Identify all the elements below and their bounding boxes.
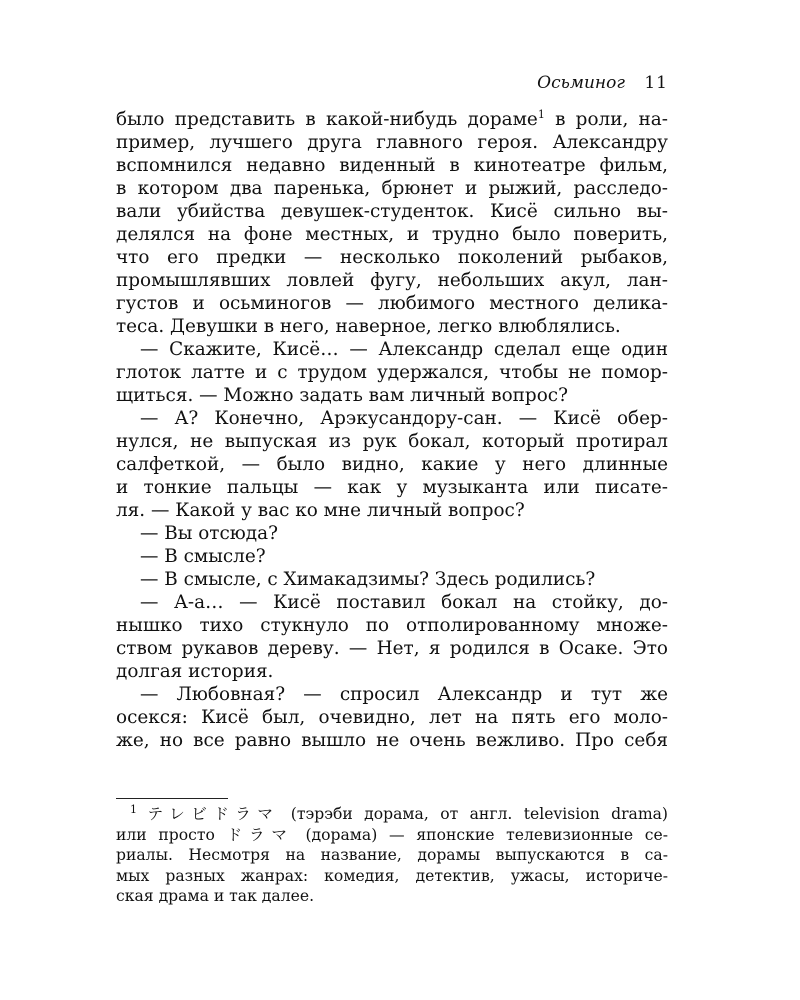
chapter-title: Осьминог	[537, 73, 625, 93]
text-line: салфеткой, — было видно, какие у него длинные	[116, 454, 668, 475]
text-line: — Вы отсюда?	[140, 523, 278, 544]
text-line: вали убийства девушек-студенток. Кисё сильно вы-	[116, 201, 668, 222]
footnote-line: риалы. Несмотря на название, дорамы выпускаются в са-	[116, 846, 668, 864]
text-line: промышлявших ловлей фугу, небольших акул, лан-	[116, 270, 668, 291]
page-number: 11	[644, 73, 668, 93]
text-line: — А? Конечно, Арэкусандору-сан. — Кисё обер-	[140, 408, 668, 429]
footnote-line: мых разных жанрах: комедия, детектив, ужасы, историче-	[116, 866, 668, 885]
text-line: пример, лучшего друга главного героя. Александру	[116, 132, 668, 153]
text-line: щиться. — Можно задать вам личный вопрос?	[116, 385, 568, 406]
text-line: ством рукавов дереву. — Нет, я родился в Осаке. Это	[116, 638, 668, 659]
text-line: нышко тихо стукнуло по отполированному множе-	[116, 615, 668, 636]
footnote-reference: 1	[537, 107, 545, 121]
text-line: делялся на фоне местных, и трудно было поверить,	[116, 224, 668, 245]
text-line: ля. — Какой у вас ко мне личный вопрос?	[116, 500, 525, 521]
footnote	[116, 804, 668, 907]
footnote-line: $^1$ テレビドラマ (тэрэби дорама, от англ. television drama)	[130, 802, 668, 823]
footnote-divider	[116, 798, 228, 799]
text-line: нулся, не выпуская из рук бокал, который протирал	[116, 431, 668, 452]
footnote-line: или просто ドラマ (дорама) — японские телевизионные се-	[116, 825, 668, 844]
text-line: в котором два паренька, брюнет и рыжий, расследо-	[116, 178, 668, 199]
footnote-line: ская драма и так далее.	[116, 887, 315, 905]
footnote-marker: 1	[130, 802, 137, 816]
text-line: что его предки — несколько поколений рыбаков,	[116, 247, 668, 268]
text-line: — В смысле, с Химакадзимы? Здесь родились?	[140, 569, 596, 590]
text-line: же, но все равно вышло не очень вежливо. Про себя	[116, 730, 668, 751]
running-header	[537, 72, 668, 94]
text-line: глоток латте и с трудом удержался, чтобы не помор-	[116, 362, 668, 383]
text-line: было представить в какой-нибудь дораме$^1$ в роли, на-	[116, 107, 668, 130]
text-line: — Скажите, Кисё… — Александр сделал еще один	[140, 339, 668, 360]
text-line: — А-а… — Кисё поставил бокал на стойку, до-	[140, 592, 668, 613]
text-line: вспомнился недавно виденный в кинотеатре фильм,	[116, 155, 668, 176]
main-text	[116, 108, 668, 752]
text-line: осекся: Кисё был, очевидно, лет на пять его моло-	[116, 707, 668, 728]
text-line: теса. Девушки в него, наверное, легко влюблялись.	[116, 316, 621, 337]
text-line: — Любовная? — спросил Александр и тут же	[140, 684, 668, 705]
text-line: долгая история.	[116, 661, 274, 682]
text-line: — В смысле?	[140, 546, 266, 567]
text-line: и тонкие пальцы — как у музыканта или писате-	[116, 477, 668, 498]
text-line: густов и осьминогов — любимого местного делика-	[116, 293, 668, 314]
